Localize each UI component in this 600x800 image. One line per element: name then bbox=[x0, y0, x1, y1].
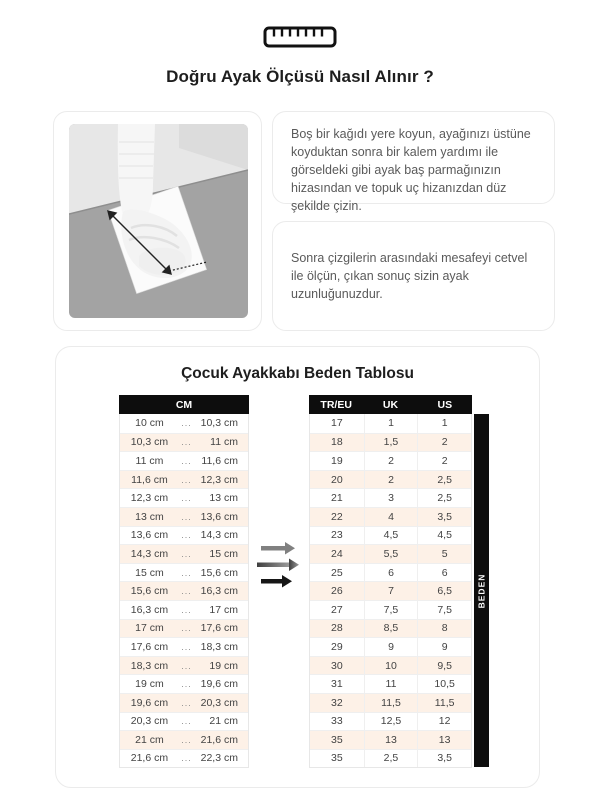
cm-table-row bbox=[120, 749, 248, 768]
beden-side-label bbox=[474, 414, 489, 767]
tr-eu-size: 32 bbox=[330, 696, 343, 709]
size-table-title: Çocuk Ayakkabı Beden Tablosu bbox=[181, 365, 414, 382]
cm-range-start: 12,3 cm bbox=[130, 492, 169, 505]
cm-range-separator: ... bbox=[181, 511, 192, 522]
uk-size: 6 bbox=[364, 564, 418, 582]
tr-eu-size: 35 bbox=[330, 752, 343, 765]
cm-range-end: 11 cm bbox=[210, 436, 238, 449]
tr-eu-size: 26 bbox=[330, 585, 343, 598]
tr-eu-size: 17 bbox=[330, 417, 343, 430]
us-size: 6,5 bbox=[417, 582, 471, 600]
arrow-gap bbox=[249, 395, 309, 767]
cm-table-body bbox=[120, 414, 248, 767]
cm-range-end: 21 cm bbox=[209, 715, 238, 728]
uk-size: 2 bbox=[364, 471, 418, 489]
us-size: 13 bbox=[417, 731, 471, 749]
cm-range-end: 15,6 cm bbox=[200, 566, 238, 579]
tr-eu-size: 23 bbox=[330, 529, 343, 542]
us-size: 9 bbox=[417, 638, 471, 656]
intl-size-table-row bbox=[310, 600, 471, 619]
uk-size: 9 bbox=[364, 638, 418, 656]
cm-range-start: 13 cm bbox=[135, 510, 164, 523]
page-header bbox=[0, 0, 600, 87]
uk-size: 4,5 bbox=[364, 527, 418, 545]
cm-range-end: 15 cm bbox=[209, 547, 238, 560]
tr-eu-size: 20 bbox=[330, 473, 343, 486]
cm-header-label: CM bbox=[175, 398, 193, 411]
cm-range-end: 13,6 cm bbox=[200, 510, 238, 523]
intl-size-table-row bbox=[310, 730, 471, 749]
cm-table-row bbox=[120, 526, 248, 545]
cm-range-end: 12,3 cm bbox=[200, 473, 238, 486]
intl-size-table-row bbox=[310, 507, 471, 526]
ruler-icon bbox=[263, 26, 337, 53]
cm-range-start: 19 cm bbox=[135, 678, 164, 691]
us-size: 5 bbox=[417, 545, 471, 563]
cm-table-row bbox=[120, 507, 248, 526]
cm-table-row bbox=[120, 619, 248, 638]
cm-range-start: 17 cm bbox=[135, 622, 164, 635]
intl-size-table-row bbox=[310, 451, 471, 470]
cm-range-start: 16,3 cm bbox=[130, 603, 169, 616]
size-tables bbox=[56, 395, 539, 768]
header-uk: UK bbox=[382, 398, 399, 411]
cm-range-end: 11,6 cm bbox=[201, 454, 238, 467]
howto-step-2-text: Sonra çizgilerin arasındaki mesafeyi cetvel ile ölçün, çıkan sonuç sizin ayak uzunluğunuzdur. bbox=[291, 251, 528, 301]
intl-size-table-row bbox=[310, 637, 471, 656]
intl-size-table-row bbox=[310, 563, 471, 582]
howto-text-column bbox=[272, 111, 555, 331]
cm-table-row bbox=[120, 674, 248, 693]
cm-table-row bbox=[120, 414, 248, 433]
cm-range-end: 17,6 cm bbox=[200, 622, 238, 635]
cm-range-separator: ... bbox=[181, 586, 192, 597]
cm-range-start: 18,3 cm bbox=[130, 659, 169, 672]
cm-range-separator: ... bbox=[181, 604, 192, 615]
us-size: 9,5 bbox=[417, 657, 471, 675]
cm-range-separator: ... bbox=[181, 679, 192, 690]
cm-table-row bbox=[120, 712, 248, 731]
intl-size-table-row bbox=[310, 674, 471, 693]
tr-eu-size: 35 bbox=[330, 733, 343, 746]
cm-range-separator: ... bbox=[181, 697, 192, 708]
tr-eu-size: 28 bbox=[330, 622, 343, 635]
cm-table-row bbox=[120, 488, 248, 507]
cm-range-start: 10 cm bbox=[135, 417, 164, 430]
uk-size: 8,5 bbox=[364, 620, 418, 638]
page-title: Doğru Ayak Ölçüsü Nasıl Alınır ? bbox=[166, 67, 434, 86]
us-size: 11,5 bbox=[417, 694, 471, 712]
cm-range-end: 19 cm bbox=[209, 659, 238, 672]
uk-size: 12,5 bbox=[364, 713, 418, 731]
transfer-arrows-icon bbox=[257, 542, 303, 590]
us-size: 2,5 bbox=[417, 489, 471, 507]
tr-eu-size: 33 bbox=[330, 715, 343, 728]
cm-range-end: 17 cm bbox=[209, 603, 238, 616]
cm-range-end: 22,3 cm bbox=[200, 752, 238, 765]
cm-range-end: 20,3 cm bbox=[200, 696, 238, 709]
cm-range-start: 21,6 cm bbox=[130, 752, 169, 765]
us-size: 3,5 bbox=[417, 508, 471, 526]
cm-table-row bbox=[120, 581, 248, 600]
uk-size: 7,5 bbox=[364, 601, 418, 619]
tr-eu-size: 27 bbox=[330, 603, 343, 616]
intl-size-table-row bbox=[310, 526, 471, 545]
cm-range-end: 14,3 cm bbox=[200, 529, 238, 542]
intl-size-table-row bbox=[310, 656, 471, 675]
header-tr-eu: TR/EU bbox=[320, 398, 352, 411]
cm-range-separator: ... bbox=[181, 418, 192, 429]
intl-size-table-row bbox=[310, 433, 471, 452]
us-size: 8 bbox=[417, 620, 471, 638]
uk-size: 11 bbox=[364, 675, 418, 693]
cm-table-row bbox=[120, 693, 248, 712]
us-size: 1 bbox=[417, 414, 471, 433]
tr-eu-size: 21 bbox=[330, 492, 343, 505]
cm-range-separator: ... bbox=[181, 716, 192, 727]
cm-range-end: 10,3 cm bbox=[200, 417, 238, 430]
tr-eu-size: 30 bbox=[330, 659, 343, 672]
us-size: 6 bbox=[417, 564, 471, 582]
us-size: 12 bbox=[417, 713, 471, 731]
tr-eu-size: 25 bbox=[330, 566, 343, 579]
tr-eu-size: 29 bbox=[330, 640, 343, 653]
cm-range-start: 19,6 cm bbox=[130, 696, 169, 709]
intl-size-table-row bbox=[310, 414, 471, 433]
uk-size: 10 bbox=[364, 657, 418, 675]
cm-range-separator: ... bbox=[181, 530, 192, 541]
tr-eu-size: 19 bbox=[330, 454, 343, 467]
uk-size: 4 bbox=[364, 508, 418, 526]
cm-range-separator: ... bbox=[181, 623, 192, 634]
intl-size-table-row bbox=[310, 581, 471, 600]
cm-range-start: 20,3 cm bbox=[130, 715, 169, 728]
foot-photo-card bbox=[53, 111, 262, 331]
cm-table bbox=[119, 395, 249, 768]
intl-size-table-header bbox=[309, 395, 472, 414]
cm-range-start: 11,6 cm bbox=[131, 473, 168, 486]
uk-size: 1,5 bbox=[364, 434, 418, 452]
header-us: US bbox=[437, 398, 453, 411]
size-table-card bbox=[55, 346, 540, 788]
cm-range-separator: ... bbox=[181, 548, 192, 559]
cm-range-end: 19,6 cm bbox=[200, 678, 238, 691]
uk-size: 13 bbox=[364, 731, 418, 749]
intl-size-table-row bbox=[310, 470, 471, 489]
howto-section bbox=[0, 111, 600, 331]
cm-range-start: 17,6 cm bbox=[130, 640, 169, 653]
cm-table-row bbox=[120, 433, 248, 452]
cm-table-row bbox=[120, 470, 248, 489]
uk-size: 2 bbox=[364, 452, 418, 470]
beden-label-text: BEDEN bbox=[476, 573, 487, 608]
tr-eu-size: 31 bbox=[330, 678, 343, 691]
cm-table-row bbox=[120, 544, 248, 563]
howto-step-2 bbox=[272, 221, 555, 331]
cm-range-separator: ... bbox=[181, 437, 192, 448]
cm-table-row bbox=[120, 637, 248, 656]
cm-range-separator: ... bbox=[181, 753, 192, 764]
cm-range-end: 18,3 cm bbox=[200, 640, 238, 653]
uk-size: 1 bbox=[364, 414, 418, 433]
cm-range-start: 15,6 cm bbox=[130, 585, 169, 598]
cm-range-start: 13,6 cm bbox=[130, 529, 169, 542]
howto-step-1-text: Boş bir kağıdı yere koyun, ayağınızı üstüne koyduktan sonra bir kalem yardımı ile görseldeki gibi ayak baş parmağınızın hizasından ve topuk uç hizanızdan düz şekilde çizin. bbox=[291, 127, 531, 213]
us-size: 7,5 bbox=[417, 601, 471, 619]
cm-range-separator: ... bbox=[181, 567, 192, 578]
cm-range-end: 16,3 cm bbox=[200, 585, 238, 598]
us-size: 2 bbox=[417, 434, 471, 452]
howto-step-1 bbox=[272, 111, 555, 213]
cm-range-start: 15 cm bbox=[135, 566, 164, 579]
tr-eu-size: 22 bbox=[330, 510, 343, 523]
cm-table-row bbox=[120, 656, 248, 675]
uk-size: 3 bbox=[364, 489, 418, 507]
cm-range-start: 11 cm bbox=[135, 454, 164, 467]
uk-size: 11,5 bbox=[364, 694, 418, 712]
cm-range-separator: ... bbox=[181, 660, 192, 671]
uk-size: 2,5 bbox=[364, 750, 418, 768]
cm-range-separator: ... bbox=[181, 734, 192, 745]
intl-size-table-row bbox=[310, 544, 471, 563]
cm-range-separator: ... bbox=[181, 641, 192, 652]
cm-range-separator: ... bbox=[181, 493, 192, 504]
tr-eu-size: 24 bbox=[330, 547, 343, 560]
tr-eu-size: 18 bbox=[330, 436, 343, 449]
us-size: 4,5 bbox=[417, 527, 471, 545]
us-size: 2,5 bbox=[417, 471, 471, 489]
cm-table-row bbox=[120, 451, 248, 470]
cm-range-start: 10,3 cm bbox=[130, 436, 169, 449]
intl-size-table-row bbox=[310, 693, 471, 712]
intl-size-table bbox=[309, 395, 472, 768]
us-size: 3,5 bbox=[417, 750, 471, 768]
intl-size-table-row bbox=[310, 712, 471, 731]
intl-size-table-row bbox=[310, 749, 471, 768]
intl-size-table-row bbox=[310, 619, 471, 638]
us-size: 10,5 bbox=[417, 675, 471, 693]
cm-table-row bbox=[120, 730, 248, 749]
cm-table-row bbox=[120, 600, 248, 619]
foot-measurement-illustration bbox=[69, 124, 246, 318]
cm-table-row bbox=[120, 563, 248, 582]
cm-range-start: 14,3 cm bbox=[130, 547, 169, 560]
cm-range-separator: ... bbox=[181, 455, 192, 466]
cm-range-separator: ... bbox=[181, 474, 192, 485]
cm-range-end: 13 cm bbox=[209, 492, 238, 505]
cm-range-start: 21 cm bbox=[135, 733, 164, 746]
cm-table-header bbox=[119, 395, 249, 414]
uk-size: 5,5 bbox=[364, 545, 418, 563]
us-size: 2 bbox=[417, 452, 471, 470]
intl-size-table-row bbox=[310, 488, 471, 507]
cm-range-end: 21,6 cm bbox=[200, 733, 238, 746]
intl-size-table-body bbox=[310, 414, 471, 767]
uk-size: 7 bbox=[364, 582, 418, 600]
